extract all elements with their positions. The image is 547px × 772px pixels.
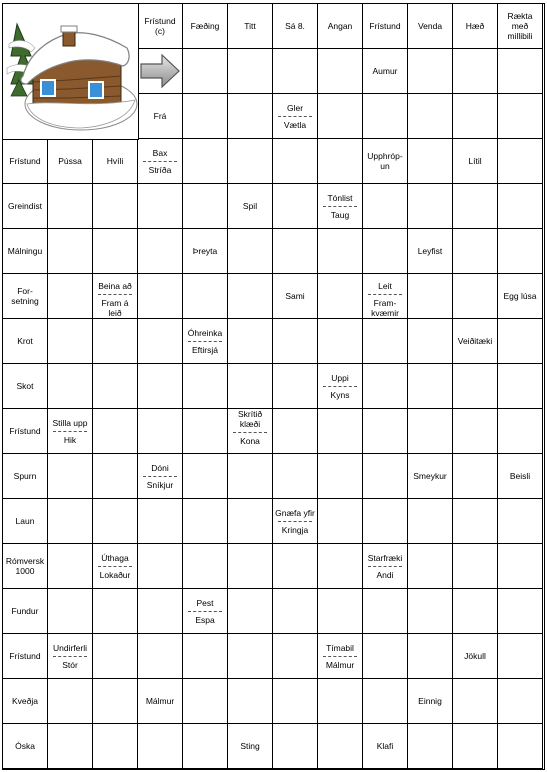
clue-text: Málningu <box>7 246 43 256</box>
header-clue-0-9 <box>408 4 453 49</box>
answer-cell[interactable] <box>48 184 93 229</box>
clue-top-text: Skrítið klæði <box>237 409 263 429</box>
answer-cell[interactable] <box>93 499 138 544</box>
answer-cell[interactable] <box>453 724 498 769</box>
snowy-cabin-icon <box>3 4 139 140</box>
answer-cell[interactable] <box>453 544 498 589</box>
clue-bottom-text: Sníkjur <box>146 479 174 490</box>
answer-cell[interactable] <box>228 364 273 409</box>
answer-cell[interactable] <box>408 724 453 769</box>
header-clue-0-3 <box>138 4 183 49</box>
answer-cell[interactable] <box>408 49 453 94</box>
answer-cell[interactable] <box>138 364 183 409</box>
answer-cell[interactable] <box>363 229 408 274</box>
answer-cell[interactable] <box>138 634 183 679</box>
answer-cell[interactable] <box>408 364 453 409</box>
answer-cell[interactable] <box>93 229 138 274</box>
answer-cell[interactable] <box>408 319 453 364</box>
clue-bottom-text: Vætla <box>283 119 307 130</box>
clue-text: Frá <box>153 111 167 121</box>
clue-top-text: Bax <box>152 147 168 158</box>
clue-top-text: Tímabil <box>326 642 354 653</box>
answer-cell[interactable] <box>318 679 363 724</box>
answer-cell[interactable] <box>498 634 543 679</box>
clue-text: Beisli <box>509 471 531 481</box>
clue-top-text: Pest <box>196 597 214 608</box>
clue-bottom-text: Málmur <box>325 659 355 670</box>
answer-cell[interactable] <box>453 184 498 229</box>
clue-text: Sami <box>285 291 305 301</box>
header-clue-0-4 <box>183 4 228 49</box>
split-clue-cell-6-8 <box>363 274 408 319</box>
header-clue-0-10 <box>453 4 498 49</box>
clue-bottom-text: Andi <box>376 569 394 580</box>
clue-text: Málmur <box>145 696 175 706</box>
answer-cell[interactable] <box>273 184 318 229</box>
answer-cell[interactable] <box>363 184 408 229</box>
clue-cell-12-0 <box>3 544 48 589</box>
answer-cell[interactable] <box>408 499 453 544</box>
answer-cell[interactable] <box>453 274 498 319</box>
clue-text: Venda <box>417 21 443 31</box>
clue-top-text: Tónlist <box>327 192 353 203</box>
answer-cell[interactable] <box>408 409 453 454</box>
answer-cell[interactable] <box>363 589 408 634</box>
clue-cell-8-0 <box>3 364 48 409</box>
answer-cell[interactable] <box>138 229 183 274</box>
split-clue-cell-6-2 <box>93 274 138 319</box>
split-clue-cell-4-7 <box>318 184 363 229</box>
answer-cell[interactable] <box>318 724 363 769</box>
clue-bottom-text: Stór <box>62 659 78 670</box>
answer-cell[interactable] <box>318 499 363 544</box>
answer-cell[interactable] <box>318 409 363 454</box>
clue-text: Leyfist <box>417 246 443 256</box>
clue-text: Hvíli <box>106 156 124 166</box>
answer-cell[interactable] <box>498 49 543 94</box>
answer-cell[interactable] <box>228 274 273 319</box>
answer-cell[interactable] <box>408 589 453 634</box>
clue-bottom-text: Eftirsjá <box>192 344 218 355</box>
clue-top-text: Leit <box>378 281 392 291</box>
answer-cell[interactable] <box>498 679 543 724</box>
answer-cell[interactable] <box>228 454 273 499</box>
answer-cell[interactable] <box>453 589 498 634</box>
answer-cell[interactable] <box>363 364 408 409</box>
clue-cell-11-0 <box>3 499 48 544</box>
clue-text: Óska <box>15 741 35 751</box>
answer-cell[interactable] <box>498 94 543 139</box>
answer-cell[interactable] <box>138 724 183 769</box>
answer-cell[interactable] <box>273 724 318 769</box>
split-clue-cell-13-4 <box>183 589 228 634</box>
answer-cell[interactable] <box>138 409 183 454</box>
answer-cell[interactable] <box>408 94 453 139</box>
answer-cell[interactable] <box>48 229 93 274</box>
answer-cell[interactable] <box>183 49 228 94</box>
answer-cell[interactable] <box>363 454 408 499</box>
answer-cell[interactable] <box>318 49 363 94</box>
clue-top-text: Beina að <box>98 281 132 291</box>
answer-cell[interactable] <box>408 139 453 184</box>
split-clue-cell-11-6 <box>273 499 318 544</box>
clue-top-text: Dóni <box>151 462 169 473</box>
split-clue-cell-9-5 <box>228 409 273 454</box>
answer-cell[interactable] <box>453 364 498 409</box>
answer-cell[interactable] <box>93 454 138 499</box>
answer-cell[interactable] <box>48 364 93 409</box>
answer-cell[interactable] <box>138 544 183 589</box>
answer-cell[interactable] <box>48 454 93 499</box>
answer-cell[interactable] <box>138 499 183 544</box>
answer-cell[interactable] <box>273 454 318 499</box>
answer-cell[interactable] <box>273 634 318 679</box>
answer-cell[interactable] <box>363 409 408 454</box>
clue-text: Klafi <box>376 741 394 751</box>
answer-cell[interactable] <box>93 184 138 229</box>
clue-text: Frístund <box>9 156 41 166</box>
clue-text: Pússa <box>58 156 82 166</box>
answer-cell[interactable] <box>318 454 363 499</box>
clue-top-text: Starfræki <box>367 552 403 563</box>
answer-cell[interactable] <box>183 409 228 454</box>
clue-text: Fæðing <box>190 21 220 31</box>
clue-cell-5-4 <box>183 229 228 274</box>
answer-cell[interactable] <box>318 544 363 589</box>
answer-cell[interactable] <box>48 499 93 544</box>
split-clue-cell-10-3 <box>138 454 183 499</box>
clue-text: Fundur <box>11 606 39 616</box>
answer-cell[interactable] <box>93 634 138 679</box>
answer-cell[interactable] <box>183 94 228 139</box>
answer-cell[interactable] <box>183 679 228 724</box>
clue-text: Kveðja <box>12 696 38 706</box>
answer-cell[interactable] <box>183 364 228 409</box>
clue-bottom-text: Lokaður <box>99 569 131 580</box>
clue-text: Rækta með millibili <box>507 11 533 41</box>
answer-cell[interactable] <box>93 589 138 634</box>
clue-cell-14-10 <box>453 634 498 679</box>
answer-cell[interactable] <box>498 139 543 184</box>
clue-text: Laun <box>15 516 35 526</box>
answer-cell[interactable] <box>228 139 273 184</box>
clue-cell-14-0 <box>3 634 48 679</box>
clue-cell-6-11 <box>498 274 543 319</box>
clue-bottom-text: Kona <box>240 436 260 446</box>
answer-cell[interactable] <box>48 544 93 589</box>
clue-bottom-text: Stríða <box>148 164 172 175</box>
answer-cell[interactable] <box>138 274 183 319</box>
answer-cell[interactable] <box>498 319 543 364</box>
clue-text: For-setning <box>11 286 39 306</box>
split-clue-cell-14-7 <box>318 634 363 679</box>
answer-cell[interactable] <box>183 724 228 769</box>
clue-cell-4-0 <box>3 184 48 229</box>
answer-cell[interactable] <box>363 94 408 139</box>
answer-cell[interactable] <box>228 94 273 139</box>
answer-cell[interactable] <box>138 184 183 229</box>
clue-top-text: Uppi <box>331 372 349 383</box>
clue-cell-7-0 <box>3 319 48 364</box>
answer-cell[interactable] <box>228 229 273 274</box>
clue-cell-10-0 <box>3 454 48 499</box>
clue-cell-16-8 <box>363 724 408 769</box>
clue-text: Þreyta <box>192 246 218 256</box>
clue-bottom-text: Kringja <box>281 524 309 535</box>
clue-top-text: Óhreinka <box>187 327 223 338</box>
answer-cell[interactable] <box>453 49 498 94</box>
header-clue-0-8 <box>363 4 408 49</box>
answer-cell[interactable] <box>228 49 273 94</box>
clue-text: Einnig <box>418 696 442 706</box>
clue-cell-3-1 <box>48 139 93 184</box>
clue-bottom-text: Kyns <box>330 389 350 400</box>
answer-cell[interactable] <box>453 229 498 274</box>
clue-text: Egg lúsa <box>503 291 537 301</box>
clue-text: Spurn <box>13 471 37 481</box>
clue-cell-16-0 <box>3 724 48 769</box>
answer-cell[interactable] <box>93 679 138 724</box>
answer-cell[interactable] <box>363 319 408 364</box>
answer-cell[interactable] <box>273 364 318 409</box>
answer-cell[interactable] <box>363 499 408 544</box>
split-clue-cell-12-8 <box>363 544 408 589</box>
clue-cell-9-0 <box>3 409 48 454</box>
clue-bottom-text: Fram-kvæmir <box>371 298 399 318</box>
split-clue-cell-12-2 <box>93 544 138 589</box>
clue-cell-5-0 <box>3 229 48 274</box>
clue-text: Lítil <box>468 156 482 166</box>
answer-cell[interactable] <box>498 724 543 769</box>
clue-bottom-text: Espa <box>195 614 215 625</box>
clue-cell-3-10 <box>453 139 498 184</box>
answer-cell[interactable] <box>183 184 228 229</box>
answer-cell[interactable] <box>273 49 318 94</box>
clue-cell-15-3 <box>138 679 183 724</box>
answer-cell[interactable] <box>498 589 543 634</box>
answer-cell[interactable] <box>453 499 498 544</box>
answer-cell[interactable] <box>228 589 273 634</box>
answer-cell[interactable] <box>273 319 318 364</box>
header-clue-0-7 <box>318 4 363 49</box>
answer-cell[interactable] <box>498 229 543 274</box>
answer-cell[interactable] <box>453 409 498 454</box>
clue-top-text: Úthaga <box>101 552 129 563</box>
clue-cell-15-0 <box>3 679 48 724</box>
clue-cell-5-9 <box>408 229 453 274</box>
clue-text: Frístund <box>9 651 41 661</box>
answer-cell[interactable] <box>408 184 453 229</box>
clue-cell-10-11 <box>498 454 543 499</box>
answer-cell[interactable] <box>453 94 498 139</box>
answer-cell[interactable] <box>318 229 363 274</box>
clue-cell-16-5 <box>228 724 273 769</box>
answer-cell[interactable] <box>273 544 318 589</box>
split-clue-cell-2-6 <box>273 94 318 139</box>
clue-text: Angan <box>327 21 353 31</box>
answer-cell[interactable] <box>93 409 138 454</box>
clue-bottom-text: Taug <box>330 209 350 220</box>
answer-cell[interactable] <box>228 319 273 364</box>
answer-cell[interactable] <box>93 364 138 409</box>
clue-text: Frístund (c) <box>144 16 176 36</box>
clue-text: Upphróp-un <box>367 151 403 171</box>
answer-cell[interactable] <box>48 724 93 769</box>
answer-cell[interactable] <box>48 679 93 724</box>
answer-cell[interactable] <box>93 724 138 769</box>
clue-cell-1-8 <box>363 49 408 94</box>
right-arrow-icon <box>138 49 183 94</box>
answer-cell[interactable] <box>408 544 453 589</box>
clue-cell-3-2 <box>93 139 138 184</box>
answer-cell[interactable] <box>138 589 183 634</box>
answer-cell[interactable] <box>318 94 363 139</box>
clue-cell-7-10 <box>453 319 498 364</box>
clue-cell-10-9 <box>408 454 453 499</box>
clue-text: Aumur <box>372 66 398 76</box>
split-clue-cell-8-7 <box>318 364 363 409</box>
answer-cell[interactable] <box>273 589 318 634</box>
clue-text: Sá 8. <box>285 21 305 31</box>
answer-cell[interactable] <box>498 409 543 454</box>
answer-cell[interactable] <box>408 274 453 319</box>
answer-cell[interactable] <box>183 544 228 589</box>
answer-cell[interactable] <box>48 319 93 364</box>
answer-cell[interactable] <box>273 679 318 724</box>
clue-text: Hæð <box>465 21 485 31</box>
answer-cell[interactable] <box>183 454 228 499</box>
answer-cell[interactable] <box>228 634 273 679</box>
answer-cell[interactable] <box>273 409 318 454</box>
answer-cell[interactable] <box>363 679 408 724</box>
answer-cell[interactable] <box>408 634 453 679</box>
answer-cell[interactable] <box>228 544 273 589</box>
answer-cell[interactable] <box>453 679 498 724</box>
clue-text: Smeykur <box>413 471 447 481</box>
clue-text: Greindist <box>7 201 42 211</box>
clue-text: Spil <box>242 201 258 211</box>
clue-cell-4-5 <box>228 184 273 229</box>
header-clue-0-11 <box>498 4 543 49</box>
answer-cell[interactable] <box>183 499 228 544</box>
clue-top-text: Undirferli <box>52 642 87 653</box>
answer-cell[interactable] <box>318 139 363 184</box>
answer-cell[interactable] <box>138 319 183 364</box>
answer-cell[interactable] <box>183 274 228 319</box>
answer-cell[interactable] <box>498 544 543 589</box>
answer-cell[interactable] <box>453 454 498 499</box>
answer-cell[interactable] <box>498 364 543 409</box>
clue-cell-13-0 <box>3 589 48 634</box>
clue-cell-3-8 <box>363 139 408 184</box>
answer-cell[interactable] <box>48 274 93 319</box>
answer-cell[interactable] <box>498 499 543 544</box>
split-clue-cell-9-1 <box>48 409 93 454</box>
header-clue-0-6 <box>273 4 318 49</box>
answer-cell[interactable] <box>363 634 408 679</box>
clue-cell-3-0 <box>3 139 48 184</box>
split-clue-cell-14-1 <box>48 634 93 679</box>
answer-cell[interactable] <box>183 634 228 679</box>
clue-text: Veiðitæki <box>457 336 493 346</box>
clue-text: Rómversk 1000 <box>5 556 45 576</box>
answer-cell[interactable] <box>318 274 363 319</box>
clue-cell-6-6 <box>273 274 318 319</box>
answer-cell[interactable] <box>228 679 273 724</box>
clue-text: Frístund <box>9 426 41 436</box>
answer-cell[interactable] <box>183 139 228 184</box>
header-clue-0-5 <box>228 4 273 49</box>
answer-cell[interactable] <box>318 589 363 634</box>
clue-bottom-text: Hik <box>63 434 77 445</box>
split-clue-cell-7-4 <box>183 319 228 364</box>
clue-text: Sting <box>240 741 260 751</box>
clue-top-text: Gler <box>286 102 304 113</box>
answer-cell[interactable] <box>48 589 93 634</box>
clue-cell-2-3 <box>138 94 183 139</box>
answer-cell[interactable] <box>228 499 273 544</box>
answer-cell[interactable] <box>318 319 363 364</box>
clue-cell-6-0 <box>3 274 48 319</box>
clue-text: Jökull <box>464 651 486 661</box>
clue-bottom-text: Fram á leið <box>101 298 129 318</box>
clue-text: Titt <box>244 21 256 31</box>
clue-cell-15-9 <box>408 679 453 724</box>
clue-text: Skot <box>16 381 34 391</box>
answer-cell[interactable] <box>93 319 138 364</box>
clue-text: Frístund <box>369 21 401 31</box>
answer-cell[interactable] <box>273 139 318 184</box>
clue-top-text: Stilla upp <box>52 417 88 428</box>
clue-text: Krot <box>17 336 33 346</box>
answer-cell[interactable] <box>273 229 318 274</box>
split-clue-cell-3-3 <box>138 139 183 184</box>
clue-top-text: Gnæfa yfir <box>275 507 315 518</box>
answer-cell[interactable] <box>498 184 543 229</box>
